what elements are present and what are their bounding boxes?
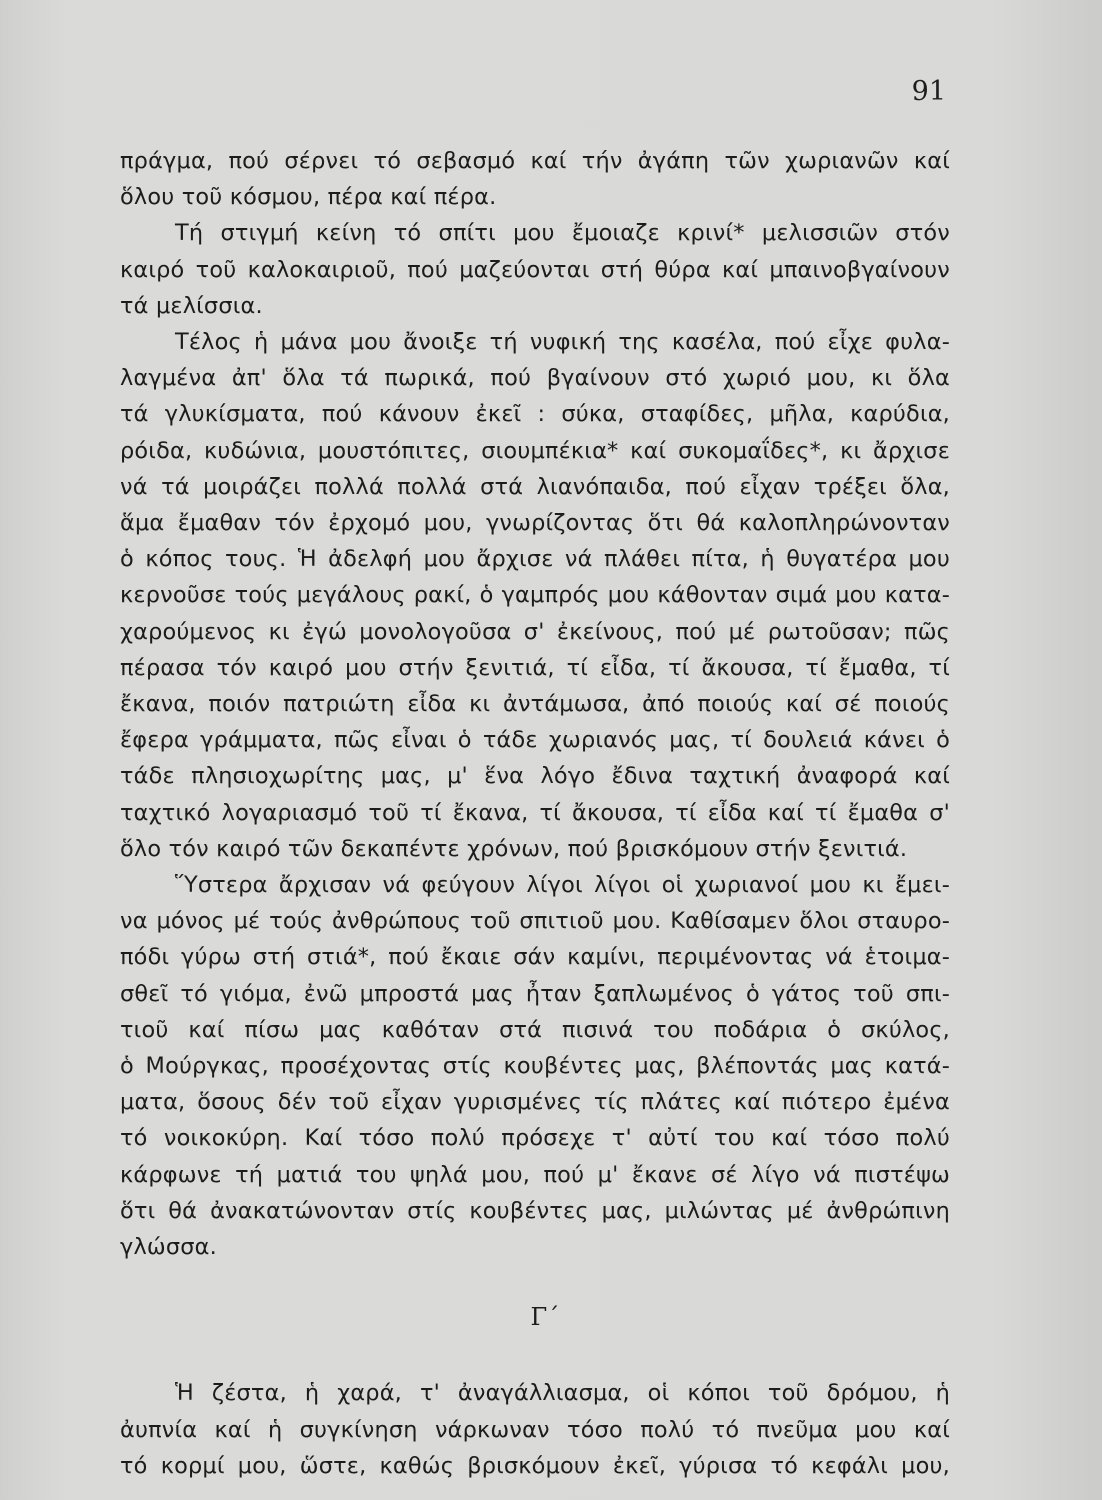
text-line: χαρούμενος κι ἐγώ μονολογοῦσα σ' ἐκείνους, πού μέ ρωτοῦσαν; πῶς	[120, 618, 950, 645]
text-line: ρόιδα, κυδώνια, μουστόπιτες, σιουμπέκια* καί συκομαΐδες*, κι ἄρχισε	[120, 437, 950, 464]
text-line: ὅλο τόν καιρό τῶν δεκαπέντε χρόνων, πού βρισκόμουν στήν ξενιτιά.	[120, 835, 908, 862]
text-line: πέρασα τόν καιρό μου στήν ξενιτιά, τί εἶδα, τί ἄκουσα, τί ἔμαθα, τί	[120, 654, 950, 681]
text-line: τά μελίσσια.	[120, 292, 263, 319]
text-line: νά τά μοιράζει πολλά πολλά στά λιανόπαιδα, πού εἶχαν τρέξει ὅλα,	[120, 473, 950, 500]
text-line: Τή στιγμή κείνη τό σπίτι μου ἔμοιαζε κρινί* μελισσιῶν στόν	[175, 220, 950, 247]
text-line: πράγμα, πού σέρνει τό σεβασμό καί τήν ἀγάπη τῶν χωριανῶν καί	[120, 148, 950, 174]
text-line: τό κορμί μου, ὥστε, καθώς βρισκόμουν ἐκεῖ, γύρισα τό κεφάλι μου,	[120, 1452, 950, 1479]
text-line: σθεῖ τό γιόμα, ἐνῶ μπροστά μας ἦταν ξαπλωμένος ὁ γάτος τοῦ σπι-	[120, 980, 950, 1007]
text-line: ματα, ὅσους δέν τοῦ εἶχαν γυρισμένες τίς πλάτες καί πιότερο ἐμένα	[120, 1089, 950, 1116]
page-number: 91	[911, 76, 946, 107]
text-line: ὅλου τοῦ κόσμου, πέρα καί πέρα.	[120, 184, 497, 211]
text-line: ἀυπνία καί ἡ συγκίνηση νάρκωναν τόσο πολύ τό πνεῦμα μου καί	[120, 1416, 950, 1443]
body-text	[120, 143, 950, 1484]
text-line: τιοῦ καί πίσω μας καθόταν στά πισινά του ποδάρια ὁ σκύλος,	[120, 1016, 950, 1043]
paragraphs-after-heading	[120, 1375, 950, 1484]
text-line: ὅτι θά ἀνακατώνονταν στίς κουβέντες μας, μιλώντας μέ ἀνθρώπινη	[120, 1197, 950, 1224]
text-line: ταχτικό λογαριασμό τοῦ τί ἔκανα, τί ἄκουσα, τί εἶδα καί τί ἔμαθα σ'	[120, 799, 950, 826]
text-line: τά γλυκίσματα, πού κάνουν ἐκεῖ : σύκα, σταφίδες, μῆλα, καρύδια,	[120, 401, 950, 428]
text-line: πόδι γύρω στή στιά*, πού ἔκαιε σάν καμίνι, περιμένοντας νά ἑτοιμα-	[120, 944, 950, 971]
text-line: τό νοικοκύρη. Καί τόσο πολύ πρόσεχε τ' αὐτί του καί τόσο πολύ	[120, 1125, 950, 1152]
text-line: ὁ κόπος τους. Ἡ ἀδελφή μου ἄρχισε νά πλάθει πίτα, ἡ θυγατέρα μου	[120, 546, 950, 573]
text-line: λαγμένα ἀπ' ὅλα τά πωρικά, πού βγαίνουν στό χωριό μου, κι ὅλα	[120, 365, 950, 392]
section-heading: Γ΄	[530, 1303, 560, 1332]
text-line: να μόνος μέ τούς ἀνθρώπους τοῦ σπιτιοῦ μου. Καθίσαμεν ὅλοι σταυρο-	[120, 908, 950, 935]
text-line: ἅμα ἔμαθαν τόν ἐρχομό μου, γνωρίζοντας ὅτι θά καλοπληρώνονταν	[120, 510, 950, 537]
paragraphs-before-heading	[120, 143, 950, 1265]
text-line: ὁ Μούργκας, προσέχοντας στίς κουβέντες μας, βλέποντάς μας κατά-	[120, 1053, 950, 1080]
text-line: καιρό τοῦ καλοκαιριοῦ, πού μαζεύονται στή θύρα καί μπαινοβγαίνουν	[120, 256, 950, 283]
text-line: κάρφωνε τή ματιά του ψηλά μου, πού μ' ἔκανε σέ λίγο νά πιστέψω	[120, 1161, 950, 1188]
text-line: κερνοῦσε τούς μεγάλους ρακί, ὁ γαμπρός μου κάθονταν σιμά μου κατα-	[120, 582, 950, 609]
text-line: τάδε πλησιοχωρίτης μας, μ' ἕνα λόγο ἔδινα ταχτική ἀναφορά καί	[120, 763, 950, 790]
text-line: Ἡ ζέστα, ἡ χαρά, τ' ἀναγάλλιασμα, οἱ κόποι τοῦ δρόμου, ἡ	[175, 1380, 950, 1407]
text-line: ἔκανα, ποιόν πατριώτη εἶδα κι ἀντάμωσα, ἀπό ποιούς καί σέ ποιούς	[120, 691, 950, 718]
text-line: ἔφερα γράμματα, πῶς εἶναι ὁ τάδε χωριανός μας, τί δουλειά κάνει ὁ	[120, 727, 950, 754]
text-line: Τέλος ἡ μάνα μου ἄνοιξε τή νυφική της κασέλα, πού εἶχε φυλα-	[175, 329, 950, 356]
text-line: γλώσσα.	[120, 1234, 217, 1261]
text-line: Ὕστερα ἄρχισαν νά φεύγουν λίγοι λίγοι οἱ χωριανοί μου κι ἔμει-	[175, 872, 950, 899]
